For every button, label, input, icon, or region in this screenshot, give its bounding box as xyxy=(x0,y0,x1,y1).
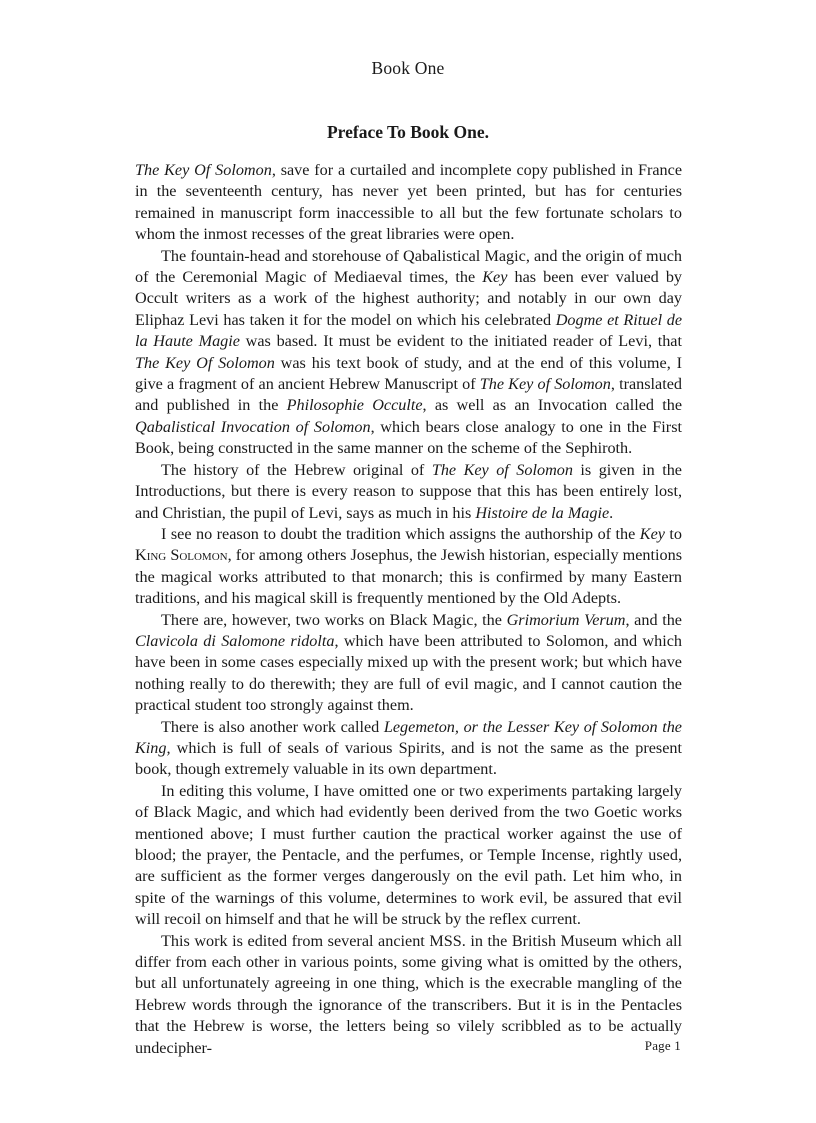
italic-title: Key xyxy=(639,524,665,543)
text-run: was based. It must be evident to the initiated reader of Levi, that xyxy=(239,332,682,351)
text-run: , and the xyxy=(625,610,682,629)
text-run: , for among others Josephus, the Jewish historian, especially mentions the magical works attributed to that monarch; this is confirmed by many Eastern traditions, and his magical skill is frequently mentioned by the Old Adepts. xyxy=(135,546,682,608)
text-run: to xyxy=(664,524,682,543)
text-run: , which have been attributed to Solomon, and which have been in some cases especially mixed up with the present work; but which have nothing really to do therewith; they are full of evil magic, and I cannot caution the practical student too strongly against them. xyxy=(135,631,682,715)
italic-title: Key xyxy=(482,268,508,287)
text-run: There are, however, two works on Black Magic, the xyxy=(161,610,507,629)
text-run: There is also another work called xyxy=(161,717,384,736)
running-head: Book One xyxy=(371,58,445,78)
text-run: is given in the Introductions, but there is every reason to suppose that this has been entirely lost, and Christian, the pupil of Levi, says as much in his xyxy=(135,460,682,522)
italic-title: Dogme et Rituel de la Haute Magie xyxy=(135,310,683,351)
italic-title: The Key Of Solomon xyxy=(135,161,272,179)
paragraph xyxy=(135,160,682,246)
paragraph xyxy=(135,524,682,610)
paragraph xyxy=(135,460,682,524)
chapter-title: Preface To Book One. xyxy=(326,122,490,142)
text-run: This work is edited from several ancient MSS. in the British Museum which all differ from each other in various points, some giving what is omitted by the others, but all unfortunately agreeing in one thing, which is the execrable mangling of the Hebrew words through the ignorance of the transcribers. But it is in the Pentacles that the Hebrew is worse, the letters being so vilely scribbled as to be actually undecipher- xyxy=(135,931,682,1057)
text-run: . xyxy=(609,503,614,522)
text-run: , save for a curtailed and incomplete copy published in France in the seventeenth century, has never yet been printed, but has for centuries remained in manuscript form inaccessible to all but the few fortunate scholars to whom the inmost recesses of the great libraries were open. xyxy=(135,161,682,244)
text-run: The history of the Hebrew original of xyxy=(161,460,432,479)
text-run: , translated and published in the xyxy=(135,375,682,415)
paragraph xyxy=(135,610,682,717)
paragraph xyxy=(135,781,682,931)
paragraph xyxy=(135,246,682,460)
italic-title: Philosophie Occulte xyxy=(286,396,423,415)
italic-title: Histoire de la Magie xyxy=(475,503,610,522)
italic-title: The Key of Solomon xyxy=(431,460,573,479)
italic-title: Grimorium Verum xyxy=(506,610,626,629)
italic-title: Qabalistical Invocation of Solomon xyxy=(135,417,371,436)
italic-title: Clavicola di Salomone ridolta xyxy=(135,631,335,650)
italic-title: The Key Of Solomon xyxy=(135,353,275,372)
text-run: was his text book of study, and at the end of this volume, I give a fragment of an ancient Hebrew Manuscript of xyxy=(135,353,682,394)
italic-title: The Key of Solomon xyxy=(479,375,611,394)
text-run: In editing this volume, I have omitted one or two experiments partaking largely of Black Magic, and which had evidently been derived from the two Goetic works mentioned above; I must further caution the practical worker against the use of blood; the prayer, the Pentacle, and the perfumes, or Temple Incense, rightly used, are sufficient as the former verges dangerously on the evil path. Let him who, in spite of the warnings of this volume, determines to work evil, be assured that evil will recoil on himself and that he will be struck by the reflex current. xyxy=(135,781,682,929)
text-run: , which bears close analogy to one in the First Book, being constructed in the same manner on the scheme of the Sephiroth. xyxy=(135,417,682,458)
text-run: has been ever valued by Occult writers as a work of the highest authority; and notably in our own day Eliphaz Levi has taken it for the model on which his celebrated xyxy=(135,268,683,329)
text-run: The fountain-head and storehouse of Qabalistical Magic, and the origin of much of the Ceremonial Magic of Mediaeval times, the xyxy=(135,246,682,287)
small-caps-name: King Solomon xyxy=(135,546,228,565)
paragraph xyxy=(135,717,682,781)
text-run: which is full of seals of various Spirits, and is not the same as the present book, though extremely valuable in its own department. xyxy=(135,738,682,779)
paragraph xyxy=(135,931,682,1059)
text-run: I see no reason to doubt the tradition which assigns the authorship of the xyxy=(161,524,640,543)
italic-title: Legemeton, or the Lesser Key of Solomon the King, xyxy=(135,717,682,757)
page-number: Page 1 xyxy=(644,1038,681,1053)
body-text xyxy=(135,160,682,1059)
text-run: , as well as an Invocation called the xyxy=(422,396,683,415)
